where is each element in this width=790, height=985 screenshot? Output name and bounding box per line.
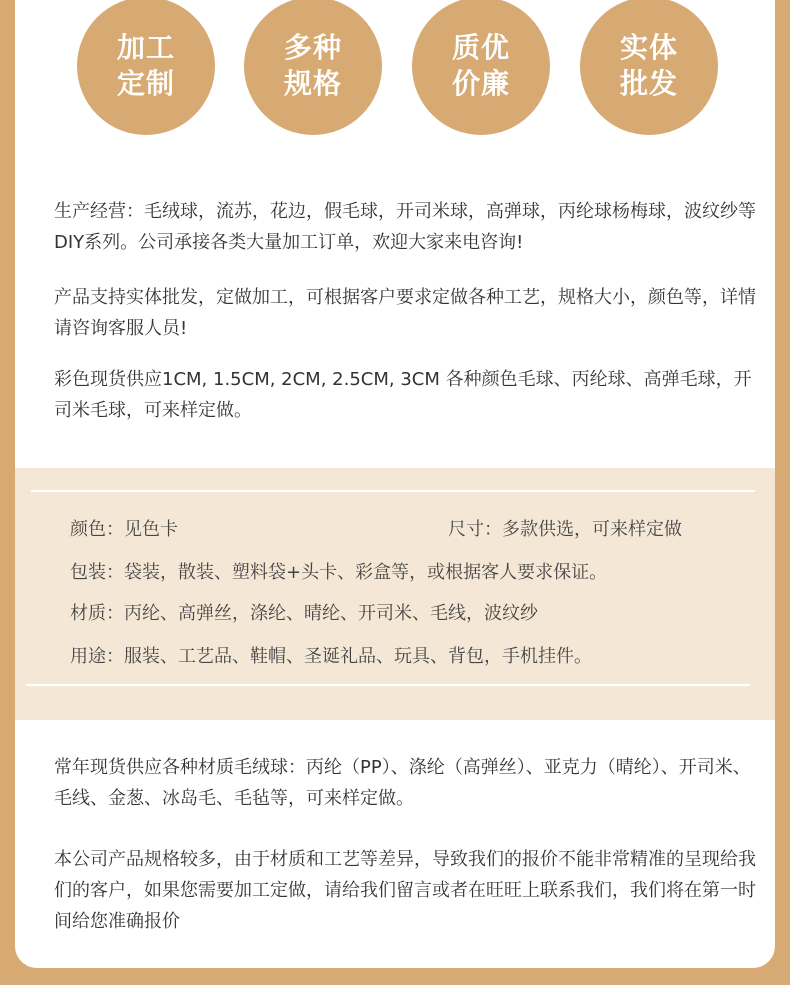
badge-line: 规格	[283, 67, 342, 100]
intro-paragraph-business: 生产经营：毛绒球，流苏，花边，假毛球，开司米球，高弹球，丙纶球杨梅球，波纹纱等DIY系列。公司承接各类大量加工订单，欢迎大家来电咨询!	[54, 201, 756, 253]
badge-line: 实体	[619, 31, 678, 64]
divider	[31, 490, 755, 492]
spec-size: 尺寸：多款供选，可来样定做	[448, 519, 682, 540]
intro-paragraph-wholesale: 产品支持实体批发，定做加工，可根据客户要求定做各种工艺，规格大小，颜色等，详情请咨询客服人员!	[54, 287, 756, 339]
intro-paragraph-sizes: 彩色现货供应1CM, 1.5CM, 2CM, 2.5CM, 3CM 各种颜色毛球、丙纶球、高弹毛球，开司米毛球，可来样定做。	[54, 369, 752, 421]
badge-multiple-specs	[244, 0, 382, 135]
product-info-card	[15, 0, 775, 968]
footer-paragraph-quote: 本公司产品规格较多，由于材质和工艺等差异，导致我们的报价不能非常精准的呈现给我们的客户，如果您需要加工定做，请给我们留言或者在旺旺上联系我们，我们将在第一时间给您准确报价	[54, 849, 756, 932]
badge-quality-price	[412, 0, 550, 135]
divider	[26, 684, 750, 686]
badge-line: 定制	[116, 67, 175, 100]
badge-wholesale	[580, 0, 718, 135]
spec-material: 材质：丙纶、高弹丝，涤纶、晴纶、开司米、毛线，波纹纱	[70, 603, 538, 624]
feature-badges	[15, 0, 775, 140]
spec-usage: 用途：服装、工艺品、鞋帽、圣诞礼品、玩具、背包，手机挂件。	[70, 646, 592, 667]
badge-custom-processing	[77, 0, 215, 135]
spec-color: 颜色：见色卡	[70, 519, 178, 540]
badge-line: 多种	[283, 31, 342, 64]
footer-paragraph-materials: 常年现货供应各种材质毛绒球：丙纶（PP）、涤纶（高弹丝）、亚克力（晴纶）、开司米、毛线、金葱、冰岛毛、毛毡等，可来样定做。	[54, 757, 751, 809]
badge-line: 批发	[619, 67, 678, 100]
badge-line: 加工	[116, 31, 175, 64]
badge-line: 质优	[451, 31, 510, 64]
spec-packaging: 包装：袋装，散装、塑料袋+头卡、彩盒等，或根据客人要求保证。	[70, 562, 608, 583]
badge-line: 价廉	[451, 67, 510, 100]
spec-panel	[15, 468, 775, 720]
